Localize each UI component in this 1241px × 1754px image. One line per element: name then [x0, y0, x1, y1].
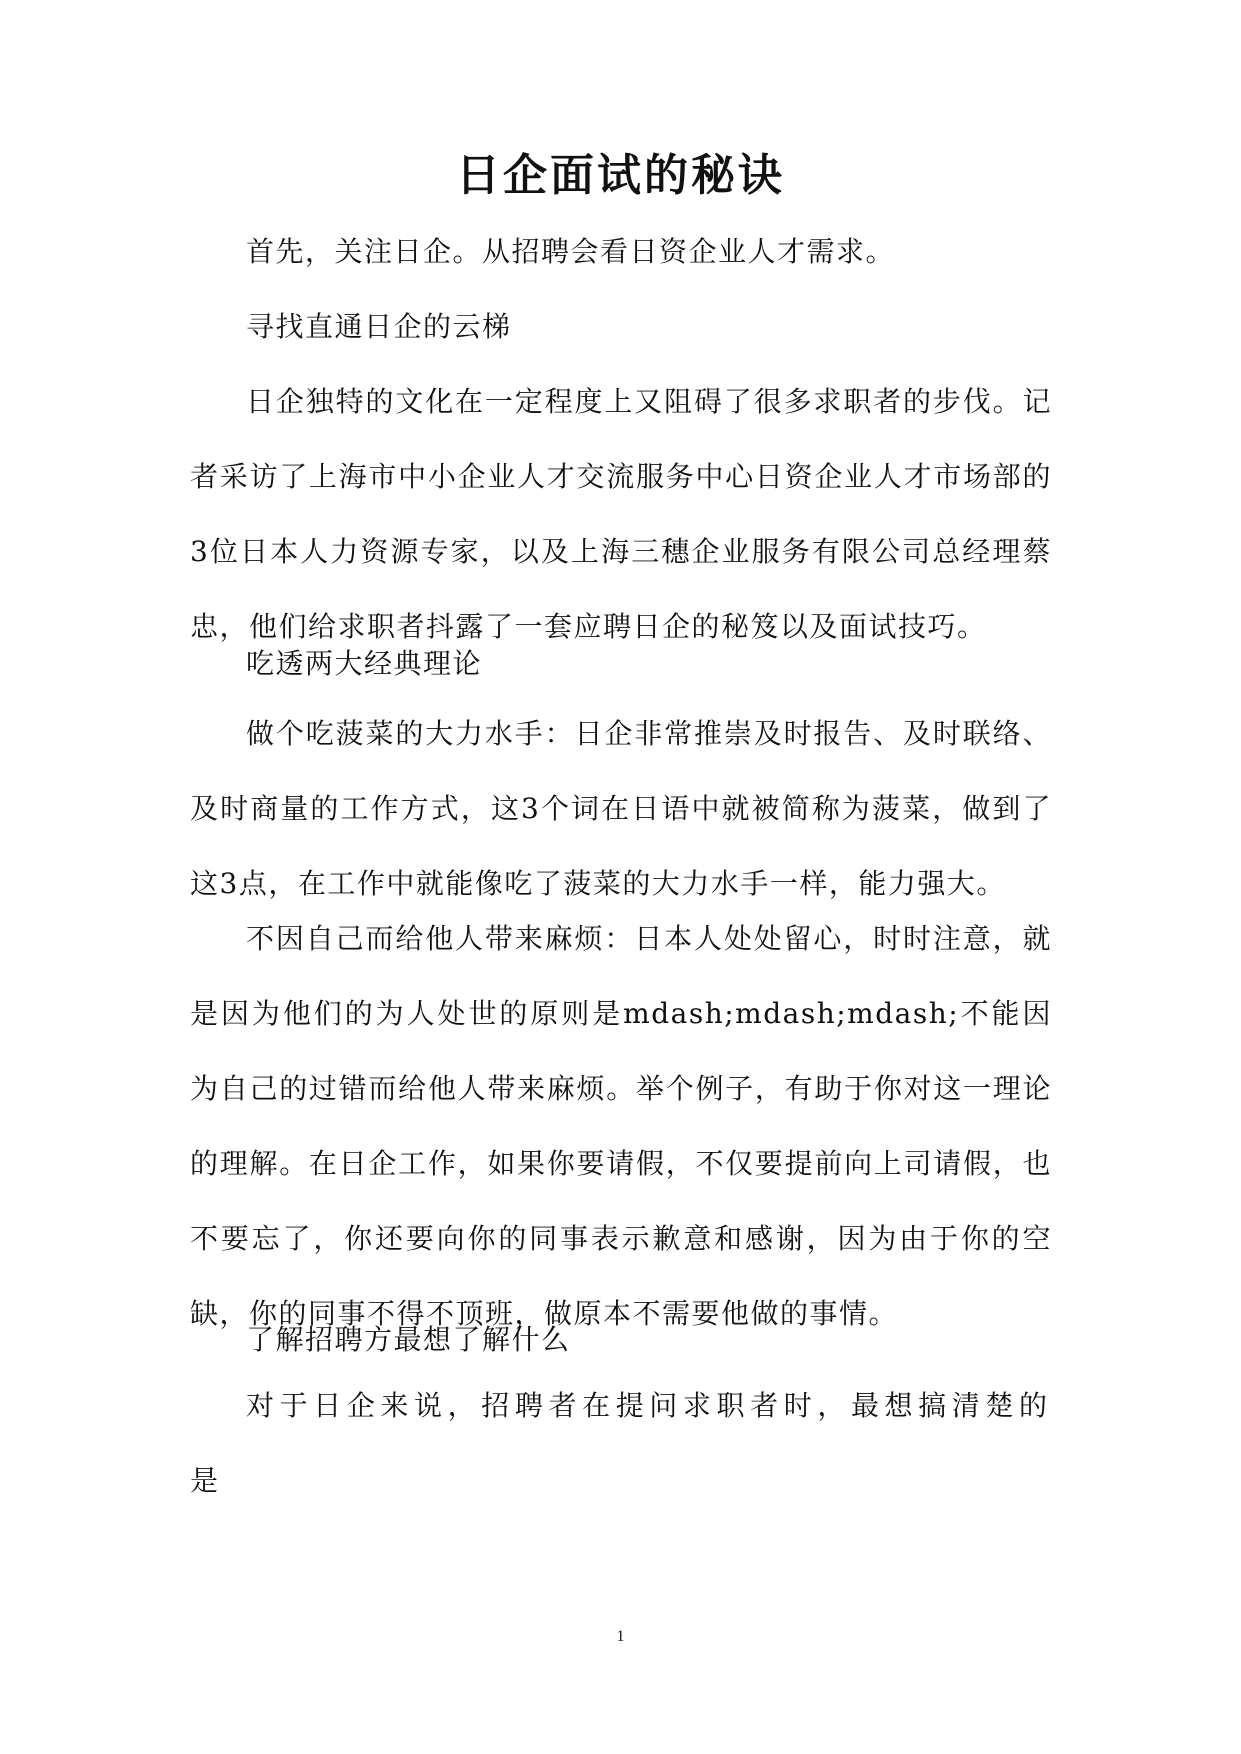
- paragraph-recruiter-focus: 对于日企来说，招聘者在提问求职者时，最想搞清楚的是: [190, 1389, 1052, 1497]
- paragraph-no-trouble-theory: 不因自己而给他人带来麻烦：日本人处处留心，时时注意，就是因为他们的为人处世的原则是mdash;mdash;mdash;不能因为自己的过错而给他人带来麻烦。举个例子，有助于你对这一理论的理解。在日企工作，如果你要请假，不仅要提前向上司请假，也不要忘了，你还要向你的同事表示歉意和感谢，因为由于你的空缺，你的同事不得不顶班，做原本不需要他做的事情。: [190, 922, 1052, 1330]
- paragraph-intro: 首先，关注日企。从招聘会看日资企业人才需求。: [246, 235, 896, 268]
- paragraph-spinach-theory: 做个吃菠菜的大力水手：日企非常推崇及时报告、及时联络、及时商量的工作方式，这3个词在日语中就被简称为菠菜，做到了这3点，在工作中就能像吃了菠菜的大力水手一样，能力强大。: [190, 717, 1052, 900]
- section-heading-theories: 吃透两大经典理论: [246, 647, 483, 680]
- section-heading-recruiter: 了解招聘方最想了解什么: [246, 1323, 571, 1356]
- document-title: 日企面试的秘诀: [456, 150, 785, 201]
- page-number: 1: [616, 1628, 625, 1645]
- paragraph-interview-sources: 日企独特的文化在一定程度上又阻碍了很多求职者的步伐。记者采访了上海市中小企业人才交流服务中心日资企业人才市场部的3位日本人力资源专家，以及上海三穗企业服务有限公司总经理蔡忠，他们给求职者抖露了一套应聘日企的秘笈以及面试技巧。: [190, 385, 1052, 643]
- section-heading-ladder: 寻找直通日企的云梯: [246, 310, 512, 343]
